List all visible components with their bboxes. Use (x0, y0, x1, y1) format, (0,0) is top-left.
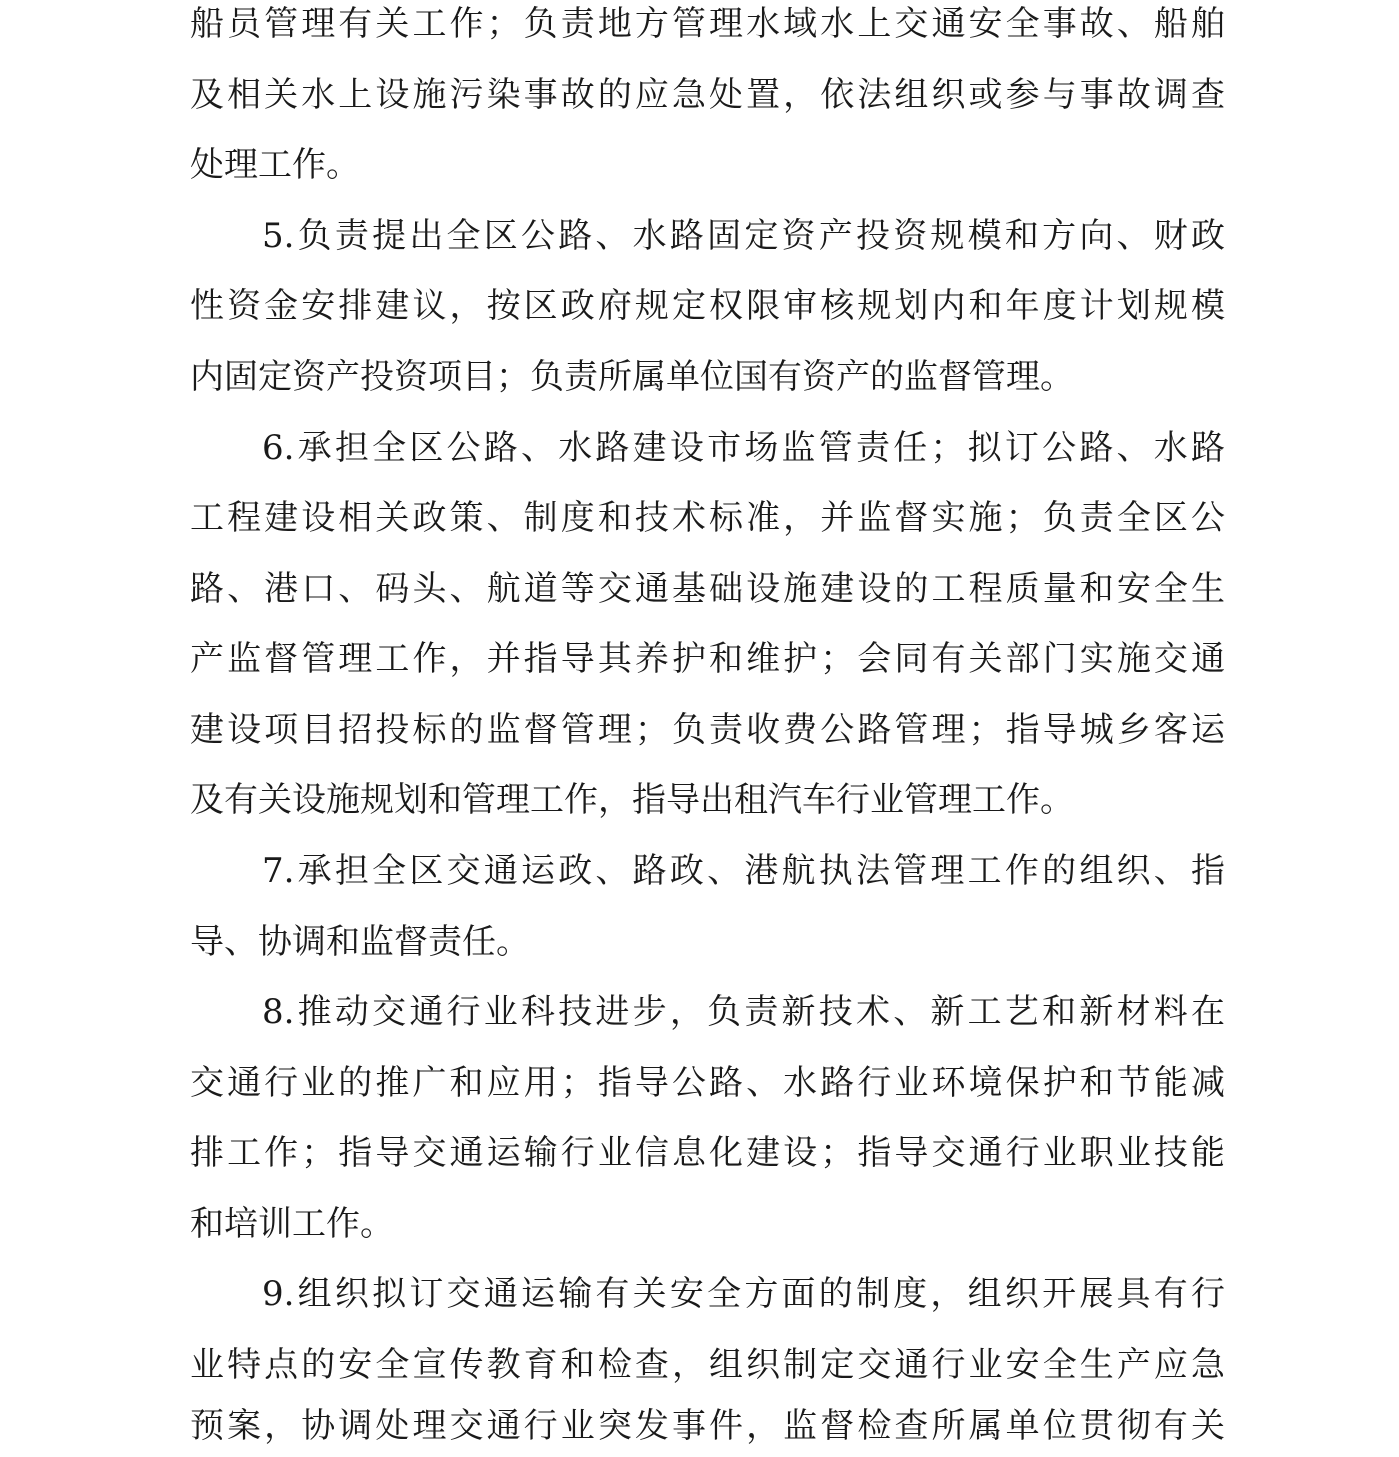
paragraph-5-first-line: 5.负责提出全区公路、水路固定资产投资规模和方向、财政 (262, 216, 1225, 256)
text-line: 排工作；指导交通运输行业信息化建设；指导交通行业职业技能 (190, 1133, 1225, 1173)
paragraph-8-first-line: 8.推动交通行业科技进步，负责新技术、新工艺和新材料在 (262, 992, 1225, 1032)
text-line: 业特点的安全宣传教育和检查，组织制定交通行业安全生产应急 (190, 1345, 1225, 1385)
text-line: 及有关设施规划和管理工作，指导出租汽车行业管理工作。 (190, 780, 1074, 820)
text-line: 及相关水上设施污染事故的应急处置，依法组织或参与事故调查 (190, 75, 1225, 115)
text-line: 内固定资产投资项目；负责所属单位国有资产的监督管理。 (190, 357, 1074, 397)
text-line: 导、协调和监督责任。 (190, 922, 530, 962)
text-line: 性资金安排建议，按区政府规定权限审核规划内和年度计划规模 (190, 286, 1225, 326)
paragraph-6-first-line: 6.承担全区公路、水路建设市场监管责任；拟订公路、水路 (262, 428, 1225, 468)
text-line: 处理工作。 (190, 145, 360, 185)
text-line: 工程建设相关政策、制度和技术标准，并监督实施；负责全区公 (190, 498, 1225, 538)
paragraph-9-first-line: 9.组织拟订交通运输有关安全方面的制度，组织开展具有行 (262, 1274, 1225, 1314)
paragraph-7-first-line: 7.承担全区交通运政、路政、港航执法管理工作的组织、指 (262, 851, 1225, 891)
text-line: 产监督管理工作，并指导其养护和维护；会同有关部门实施交通 (190, 639, 1225, 679)
text-line: 建设项目招投标的监督管理；负责收费公路管理；指导城乡客运 (190, 710, 1225, 750)
text-line: 预案，协调处理交通行业突发事件，监督检查所属单位贯彻有关 (190, 1406, 1225, 1446)
text-line: 和培训工作。 (190, 1204, 394, 1244)
text-line: 交通行业的推广和应用；指导公路、水路行业环境保护和节能减 (190, 1063, 1225, 1103)
text-line: 路、港口、码头、航道等交通基础设施建设的工程质量和安全生 (190, 569, 1225, 609)
text-line: 船员管理有关工作；负责地方管理水域水上交通安全事故、船舶 (190, 4, 1225, 44)
